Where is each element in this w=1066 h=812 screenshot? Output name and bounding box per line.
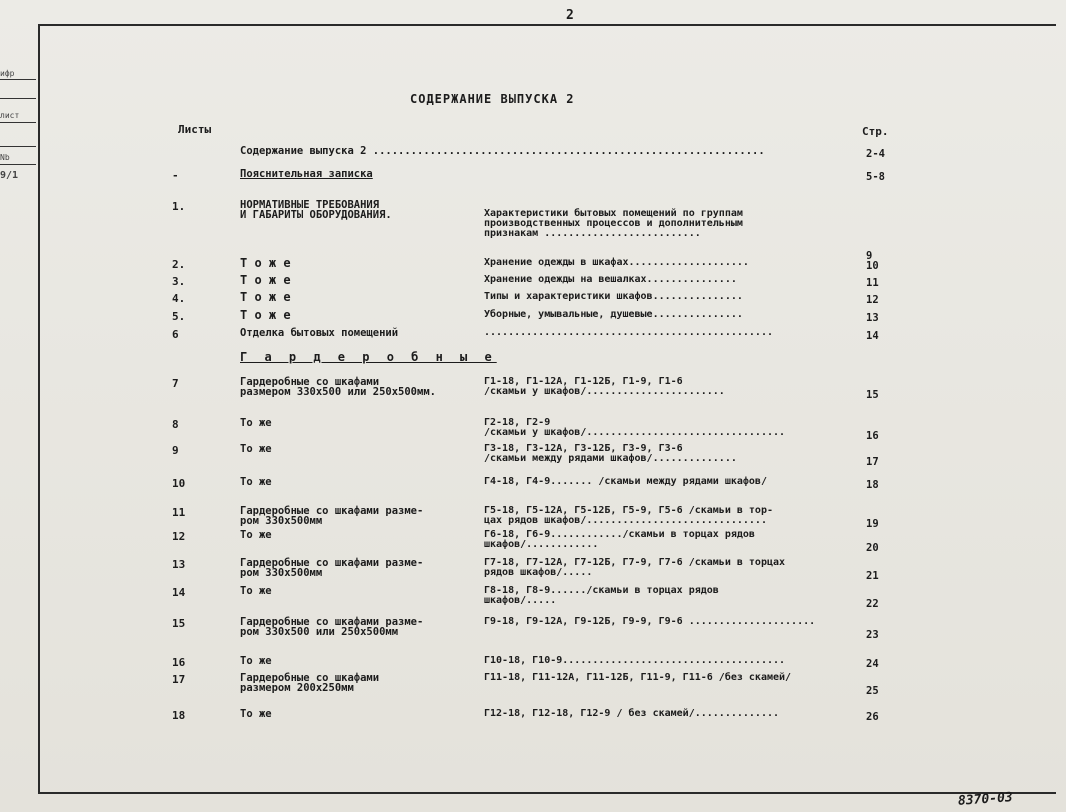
row-description: Г3-18, Г3-12А, Г3-12Б, Г3-9, Г3-6 /скамьи между рядами шкафов/..............: [484, 443, 737, 464]
row-page: 24: [866, 658, 879, 670]
row-page: 17: [866, 456, 879, 468]
row-number: 14: [172, 586, 186, 599]
document-title: СОДЕРЖАНИЕ ВЫПУСКА 2: [410, 92, 575, 106]
row-title: Т о ж е: [240, 290, 291, 304]
row-page: 11: [866, 277, 879, 289]
row-number: 13: [172, 558, 186, 571]
row-title: Пояснительная записка: [240, 168, 373, 180]
row-page: 13: [866, 312, 879, 324]
row-description: Г9-18, Г9-12А, Г9-12Б, Г9-9, Г9-6 .....................: [484, 616, 816, 627]
row-page: 2-4: [866, 148, 885, 160]
row-page: 16: [866, 430, 879, 442]
row-description: Г12-18, Г12-18, Г12-9 / без скамей/..............: [484, 708, 780, 719]
stamp-line: [0, 79, 36, 80]
row-number: 10: [172, 477, 186, 490]
row-number: 4.: [172, 292, 186, 305]
row-description: Г10-18, Г10-9.....................................: [484, 655, 786, 666]
row-page: 10: [866, 260, 879, 272]
row-title: Гардеробные со шкафами разме- ром 330х500мм: [240, 505, 424, 527]
row-title: Гардеробные со шкафами размером 330х500 или 250х500мм.: [240, 376, 436, 398]
row-description: Г11-18, Г11-12А, Г11-12Б, Г11-9, Г11-6 /без скамей/: [484, 672, 792, 683]
row-description: Уборные, умывальные, душевые...............: [484, 309, 743, 320]
row-title: Отделка бытовых помещений: [240, 327, 399, 339]
row-description: Г8-18, Г8-9....../скамьи в торцах рядов шкафов/.....: [484, 585, 719, 606]
row-number: 7: [172, 377, 179, 390]
row-title: Т о ж е: [240, 308, 291, 322]
stamp-line: [0, 146, 36, 147]
row-number: 2.: [172, 258, 186, 271]
row-title: Т о ж е: [240, 273, 291, 287]
row-description: Г2-18, Г2-9 /скамьи у шкафов/.................................: [484, 417, 786, 438]
row-title: То же: [240, 708, 272, 720]
row-page: 12: [866, 294, 879, 306]
row-number: -: [172, 169, 179, 182]
row-page: 19: [866, 518, 879, 530]
row-page: 15: [866, 389, 879, 401]
row-number: 12: [172, 530, 186, 543]
stamp-line: [0, 164, 36, 165]
row-page: 14: [866, 330, 879, 342]
row-description: Г1-18, Г1-12А, Г1-12Б, Г1-9, Г1-6 /скамьи у шкафов/.......................: [484, 376, 725, 397]
row-description: Г4-18, Г4-9....... /скамьи между рядами шкафов/: [484, 476, 767, 487]
stamp-label-2: лист: [0, 111, 20, 120]
row-page: 18: [866, 479, 879, 491]
row-title: То же: [240, 585, 272, 597]
stamp-label-3: Nb: [0, 153, 10, 162]
row-number: 3.: [172, 275, 186, 288]
row-page: 23: [866, 629, 879, 641]
row-number: 1.: [172, 200, 186, 213]
row-title: Г а р д е р о б н ы е: [240, 350, 497, 364]
row-number: 5.: [172, 310, 186, 323]
row-number: 17: [172, 673, 186, 686]
stamp-label-4: 9/1: [0, 170, 19, 181]
row-description: Г6-18, Г6-9............/скамьи в торцах рядов шкафов/............: [484, 529, 755, 550]
row-title: То же: [240, 476, 272, 488]
row-title: То же: [240, 417, 272, 429]
row-number: 8: [172, 418, 179, 431]
stamp-line: [0, 98, 36, 99]
row-number: 11: [172, 506, 186, 519]
row-description: Г5-18, Г5-12А, Г5-12Б, Г5-9, Г5-6 /скамьи в тор- цах рядов шкафов/..............................: [484, 505, 773, 526]
row-page: 26: [866, 711, 879, 723]
row-title: Гардеробные со шкафами разме- ром 330х500 или 250х500мм: [240, 616, 424, 638]
row-number: 6: [172, 328, 179, 341]
stamp-label-1: ифр: [0, 69, 15, 78]
row-page: 20: [866, 542, 879, 554]
row-title: Т о ж е: [240, 256, 291, 270]
row-page: 9: [866, 250, 873, 262]
row-description: Г7-18, Г7-12А, Г7-12Б, Г7-9, Г7-6 /скамьи в торцах рядов шкафов/.....: [484, 557, 786, 578]
row-title: То же: [240, 529, 272, 541]
row-title: Гардеробные со шкафами размером 200х250мм: [240, 672, 380, 694]
row-title: То же: [240, 655, 272, 667]
header-page: Стр.: [862, 125, 889, 138]
row-page: 21: [866, 570, 879, 582]
row-title: НОРМАТИВНЫЕ ТРЕБОВАНИЯ И ГАБАРИТЫ ОБОРУДОВАНИЯ.: [240, 199, 392, 221]
row-description: Типы и характеристики шкафов...............: [484, 291, 743, 302]
header-sheets: Листы: [178, 123, 212, 136]
row-description: Хранение одежды в шкафах....................: [484, 257, 749, 268]
row-title: Содержание выпуска 2 ..............................................................: [240, 145, 765, 157]
page-number: 2: [566, 8, 574, 23]
row-page: 22: [866, 598, 879, 610]
row-title: Гардеробные со шкафами разме- ром 330х500мм: [240, 557, 424, 579]
row-number: 16: [172, 656, 186, 669]
stamp-line: [0, 122, 36, 123]
row-number: 18: [172, 709, 186, 722]
row-number: 9: [172, 444, 179, 457]
row-page: 25: [866, 685, 879, 697]
row-number: 15: [172, 617, 186, 630]
row-title: То же: [240, 443, 272, 455]
row-description: ................................................: [484, 327, 773, 338]
row-description: Хранение одежды на вешалках...............: [484, 274, 737, 285]
document-code: 8370-03: [957, 790, 1014, 809]
row-page: 5-8: [866, 171, 885, 183]
row-description: Характеристики бытовых помещений по группам производственных процессов и дополнительным признакам ..........................: [484, 208, 743, 239]
